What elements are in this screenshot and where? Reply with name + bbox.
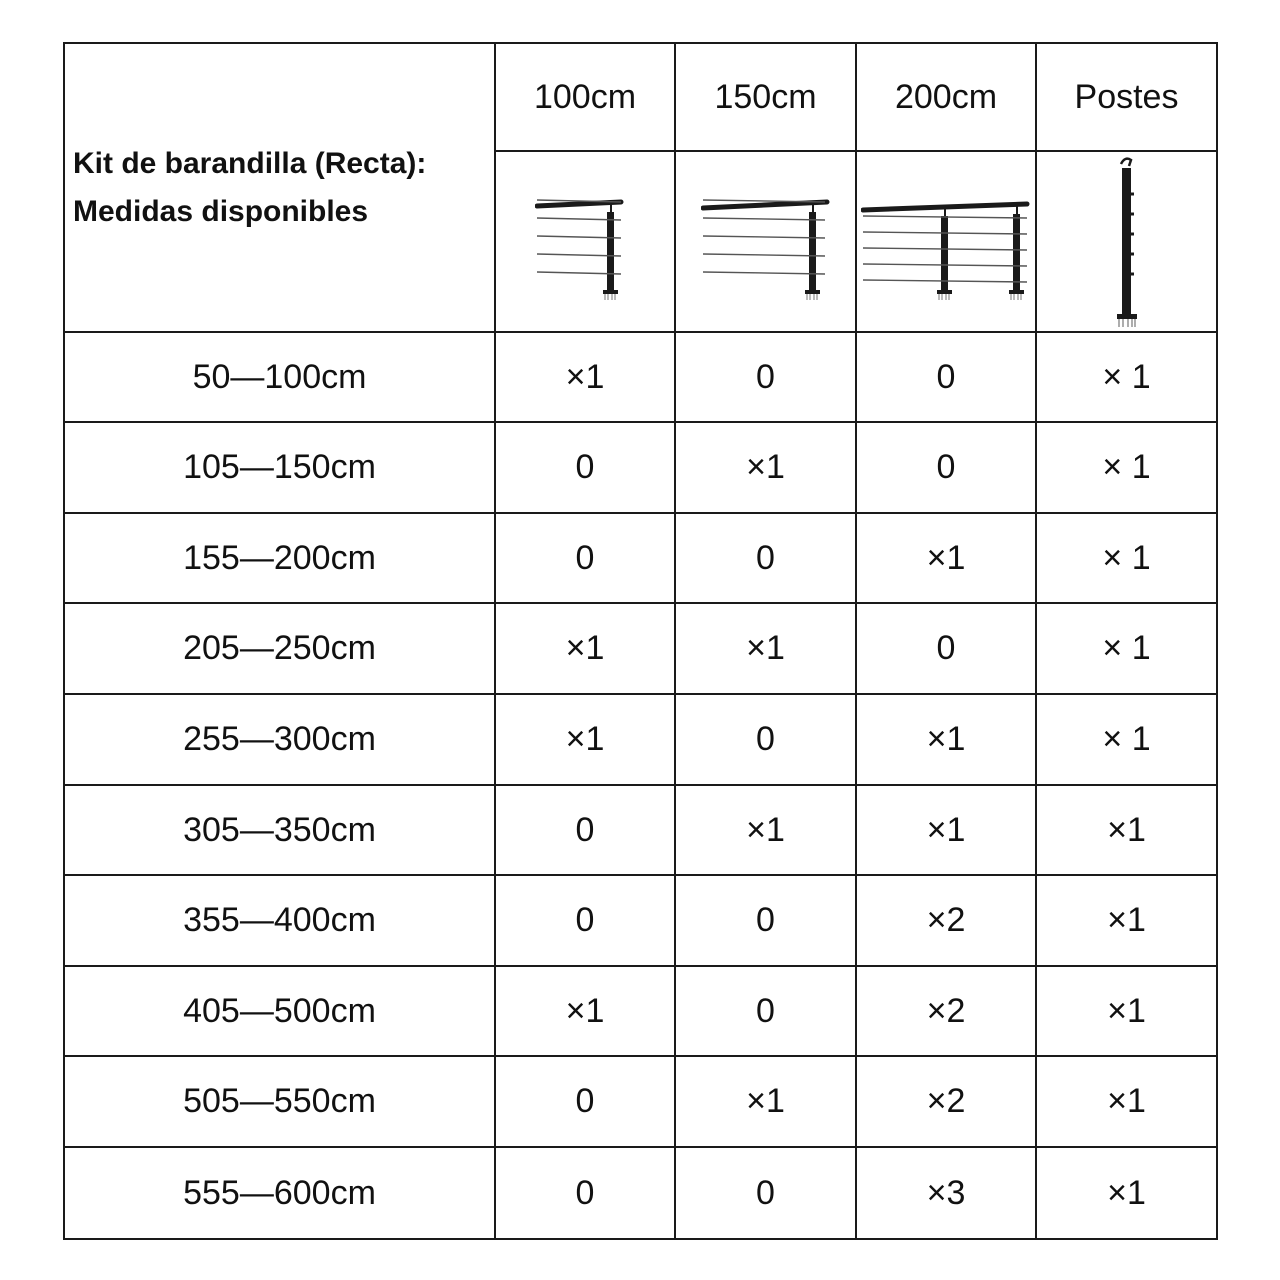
qty-postes: ×1: [1036, 875, 1217, 966]
range-label: 305—350cm: [64, 785, 495, 875]
qty-100cm: 0: [495, 1147, 675, 1239]
qty-postes: × 1: [1036, 513, 1217, 603]
post-icon: [1107, 154, 1147, 330]
header-row: [64, 43, 1217, 151]
qty-100cm: 0: [495, 513, 675, 603]
qty-200cm: ×2: [856, 966, 1036, 1056]
qty-100cm: 0: [495, 875, 675, 966]
qty-150cm: 0: [675, 694, 856, 785]
range-label: 105—150cm: [64, 422, 495, 513]
qty-postes: ×1: [1036, 966, 1217, 1056]
railing-100cm-icon: [535, 172, 635, 312]
qty-100cm: ×1: [495, 332, 675, 422]
qty-postes: × 1: [1036, 422, 1217, 513]
qty-150cm: ×1: [675, 785, 856, 875]
qty-150cm: ×1: [675, 1056, 856, 1147]
qty-150cm: ×1: [675, 603, 856, 694]
post-cell: [1036, 151, 1217, 332]
range-label: 505—550cm: [64, 1056, 495, 1147]
range-label: 50—100cm: [64, 332, 495, 422]
qty-150cm: 0: [675, 332, 856, 422]
qty-postes: ×1: [1036, 785, 1217, 875]
range-label: 405—500cm: [64, 966, 495, 1056]
qty-200cm: 0: [856, 332, 1036, 422]
qty-200cm: 0: [856, 422, 1036, 513]
range-label: 355—400cm: [64, 875, 495, 966]
qty-postes: ×1: [1036, 1147, 1217, 1239]
range-label: 255—300cm: [64, 694, 495, 785]
qty-postes: × 1: [1036, 694, 1217, 785]
qty-200cm: ×1: [856, 513, 1036, 603]
table-row: [64, 785, 1217, 875]
table-row: [64, 422, 1217, 513]
qty-200cm: ×2: [856, 1056, 1036, 1147]
table-row: [64, 332, 1217, 422]
range-label: 205—250cm: [64, 603, 495, 694]
column-header-200cm: 200cm: [856, 43, 1036, 151]
qty-200cm: ×2: [856, 875, 1036, 966]
qty-postes: × 1: [1036, 332, 1217, 422]
range-label: 555—600cm: [64, 1147, 495, 1239]
table-row: [64, 603, 1217, 694]
qty-100cm: 0: [495, 785, 675, 875]
title-line-1: Kit de barandilla (Recta):: [73, 146, 427, 180]
qty-150cm: 0: [675, 966, 856, 1056]
table-title: [64, 43, 495, 332]
table-row: [64, 1056, 1217, 1147]
title-line-2: Medidas disponibles: [73, 194, 369, 228]
table-row: [64, 513, 1217, 603]
table-row: [64, 694, 1217, 785]
railing-100cm-cell: [495, 151, 675, 332]
qty-150cm: 0: [675, 513, 856, 603]
qty-100cm: ×1: [495, 603, 675, 694]
railing-200cm-cell: [856, 151, 1036, 332]
table-row: [64, 1147, 1217, 1239]
qty-postes: × 1: [1036, 603, 1217, 694]
table-row: [64, 966, 1217, 1056]
qty-100cm: 0: [495, 1056, 675, 1147]
qty-200cm: 0: [856, 603, 1036, 694]
railing-kit-table: [63, 42, 1218, 1240]
qty-150cm: 0: [675, 875, 856, 966]
qty-100cm: ×1: [495, 966, 675, 1056]
railing-150cm-cell: [675, 151, 856, 332]
range-label: 155—200cm: [64, 513, 495, 603]
qty-150cm: ×1: [675, 422, 856, 513]
qty-150cm: 0: [675, 1147, 856, 1239]
railing-200cm-icon: [861, 172, 1031, 312]
qty-200cm: ×3: [856, 1147, 1036, 1239]
qty-postes: ×1: [1036, 1056, 1217, 1147]
column-header-100cm: 100cm: [495, 43, 675, 151]
railing-150cm-icon: [701, 172, 831, 312]
qty-200cm: ×1: [856, 694, 1036, 785]
qty-100cm: 0: [495, 422, 675, 513]
column-header-150cm: 150cm: [675, 43, 856, 151]
qty-200cm: ×1: [856, 785, 1036, 875]
table-row: [64, 875, 1217, 966]
column-header-postes: Postes: [1036, 43, 1217, 151]
qty-100cm: ×1: [495, 694, 675, 785]
